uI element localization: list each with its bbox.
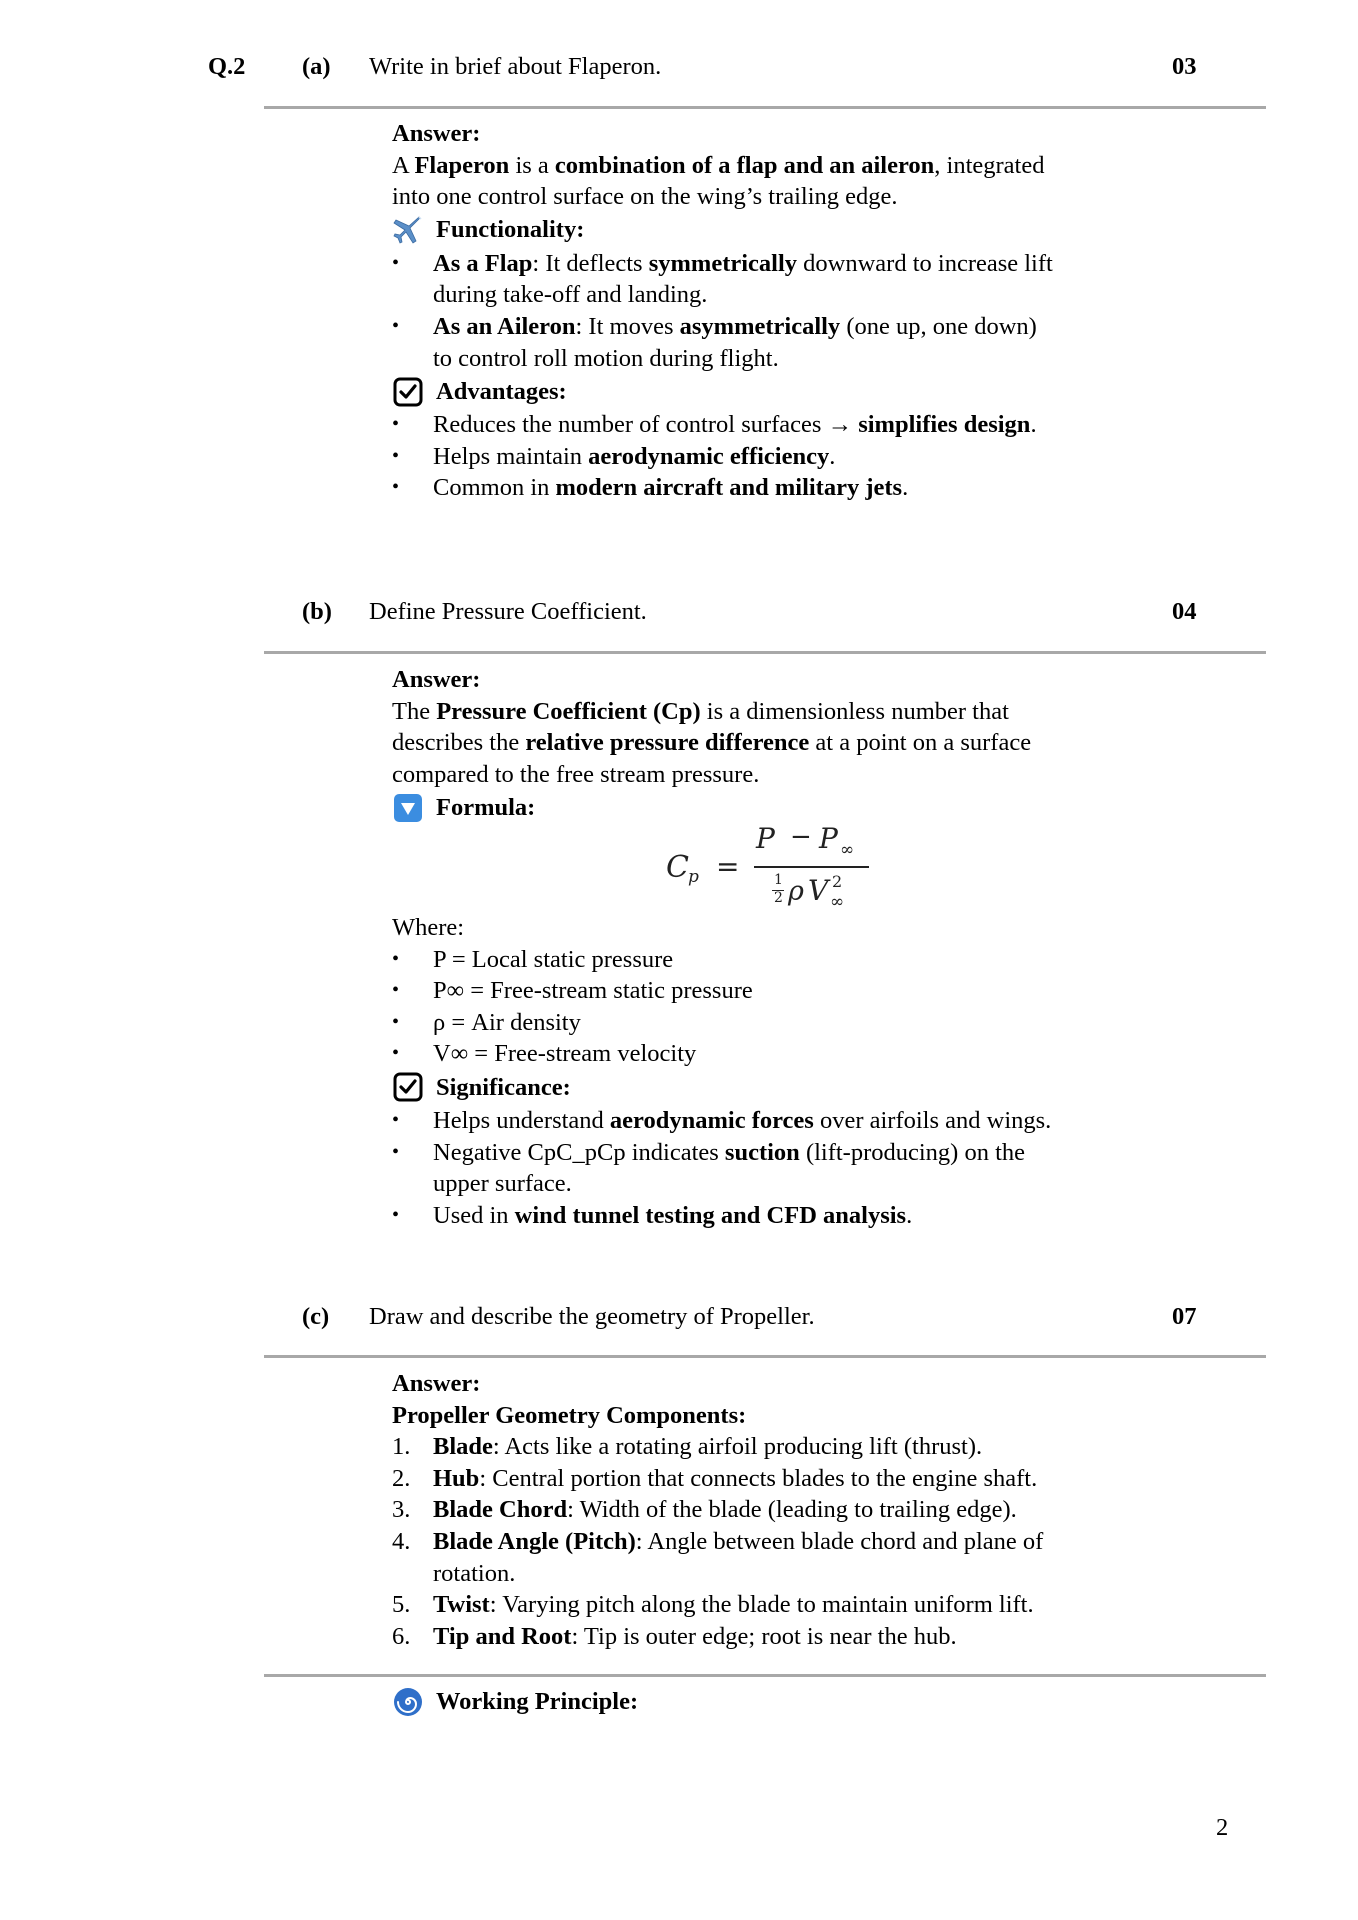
list-item (392, 1526, 1172, 1589)
part-c-answer (392, 1368, 1172, 1652)
text-line (433, 311, 1172, 343)
text: , integrated (934, 151, 1045, 179)
list-item (392, 975, 1172, 1007)
text-line (392, 696, 1172, 728)
bold-text: relative pressure difference (525, 729, 810, 757)
text: : Width of the blade (leading to trailing edge). (567, 1496, 1017, 1524)
item-number: 1. (392, 1433, 411, 1461)
formula-num-inf-sub: ∞ (840, 840, 855, 860)
bold-text: symmetrically (648, 249, 798, 277)
significance-title: Significance: (436, 1073, 571, 1101)
text: : Acts like a rotating airfoil producing lift (thrust). (492, 1433, 983, 1461)
text: : It deflects (532, 249, 649, 277)
formula-num-pinf: P (819, 822, 838, 855)
list-item (392, 1038, 1172, 1070)
list-item (392, 1589, 1172, 1621)
bold-text: Flaperon (414, 151, 510, 179)
formula-rho: ρ (788, 876, 804, 907)
text: : It moves (575, 312, 680, 340)
text-line (433, 1038, 1172, 1070)
text-line (433, 1431, 1172, 1463)
text: : Tip is outer edge; root is near the hub. (571, 1622, 957, 1650)
bold-text: Blade Angle (Pitch) (433, 1527, 636, 1555)
text: upper surface. (433, 1170, 572, 1198)
formula-num-p: P (756, 822, 775, 855)
text: rotation. (433, 1559, 516, 1587)
bold-text: Blade (433, 1433, 493, 1461)
divider (264, 1674, 1266, 1677)
list-item (392, 1200, 1172, 1232)
text-line (433, 1494, 1172, 1526)
part-b-letter: (b) (302, 598, 332, 625)
advantages-heading (392, 374, 1172, 409)
page-number: 2 (1216, 1814, 1229, 1841)
text: during take-off and landing. (433, 281, 708, 309)
formula-heading (392, 790, 1172, 825)
formula-minus: − (790, 822, 812, 852)
divider (264, 651, 1266, 654)
text-line (433, 1168, 1172, 1200)
airplane-icon (392, 214, 424, 246)
text-line (392, 727, 1172, 759)
text-line (433, 248, 1172, 280)
text-line (433, 1558, 1172, 1590)
working-principle (392, 1684, 1172, 1719)
formula-lhs-sub: p (688, 867, 699, 887)
text-line (433, 472, 1172, 504)
text: is a (509, 151, 555, 179)
components-list (392, 1431, 1172, 1652)
text: Common in (433, 474, 556, 502)
down-arrow-button-icon (392, 792, 424, 824)
text-line (433, 1526, 1172, 1558)
bold-text: simplifies design (858, 411, 1031, 439)
part-a-intro (392, 150, 1172, 213)
list-item (392, 409, 1172, 441)
list-item (392, 1105, 1172, 1137)
bold-text: modern aircraft and military jets (555, 474, 903, 502)
where-label: Where: (392, 914, 465, 941)
formula-title: Formula: (436, 794, 536, 822)
answer-label: Answer: (392, 120, 481, 147)
list-item (392, 1431, 1172, 1463)
text-line (433, 1105, 1172, 1137)
text: downward to increase lift (797, 249, 1053, 277)
text: over airfoils and wings. (813, 1106, 1052, 1134)
checkbox-icon (392, 376, 424, 408)
text-line (433, 343, 1172, 375)
text: at a point on a surface (809, 729, 1032, 757)
text-line (392, 181, 1172, 213)
part-b-answer (392, 664, 1172, 825)
item-number: 2. (392, 1464, 411, 1492)
bold-text: asymmetrically (679, 312, 841, 340)
text: Helps understand (433, 1106, 610, 1134)
pressure-coefficient-formula (664, 822, 874, 918)
bold-text: As a Flap (433, 249, 533, 277)
item-number: 4. (392, 1527, 411, 1555)
list-item (392, 944, 1172, 976)
part-c-marks: 07 (1172, 1303, 1197, 1330)
text-line (433, 279, 1172, 311)
bold-text: Blade Chord (433, 1496, 568, 1524)
formula-lhs: C (666, 850, 689, 885)
text: (one up, one down) (840, 312, 1037, 340)
list-item (392, 1463, 1172, 1495)
item-number: 5. (392, 1591, 411, 1619)
list-item (392, 311, 1172, 374)
text-line (433, 441, 1172, 473)
formula-half-den: 2 (774, 890, 783, 906)
advantages-list (392, 409, 1172, 504)
text: A (392, 151, 415, 179)
significance-heading (392, 1070, 1172, 1105)
bold-text: Twist (433, 1591, 490, 1619)
bold-text: aerodynamic efficiency (588, 442, 830, 470)
text: is a dimensionless number that (700, 697, 1009, 725)
text-line (433, 1463, 1172, 1495)
significance-list (392, 1105, 1172, 1231)
formula-equals: = (716, 850, 740, 883)
text: The (392, 697, 437, 725)
text: V∞ = Free-stream velocity (433, 1040, 697, 1068)
text-line (433, 1589, 1172, 1621)
text-line (433, 1621, 1172, 1653)
cyclone-icon (392, 1686, 424, 1718)
divider (264, 106, 1266, 109)
list-item (392, 441, 1172, 473)
bold-text: Tip and Root (433, 1622, 572, 1650)
functionality-title: Functionality: (436, 216, 585, 244)
formula-half-num: 1 (774, 872, 783, 888)
checkbox-icon (392, 1071, 424, 1103)
part-b-marks: 04 (1172, 598, 1197, 625)
bold-text: aerodynamic forces (609, 1106, 814, 1134)
list-item (392, 1137, 1172, 1200)
bold-text: Pressure Coefficient (Cp) (436, 697, 701, 725)
item-number: 3. (392, 1496, 411, 1524)
text-line (433, 1200, 1172, 1232)
bold-text: suction (724, 1138, 800, 1166)
text: describes the (392, 729, 526, 757)
answer-label: Answer: (392, 666, 481, 693)
text-line (433, 1007, 1172, 1039)
text: : Central portion that connects blades to the engine shaft. (479, 1464, 1038, 1492)
list-item (392, 1494, 1172, 1526)
text: Reduces the number of control surfaces → (433, 411, 859, 439)
text: . (902, 474, 909, 502)
text-line (433, 944, 1172, 976)
where-list (392, 944, 1172, 1070)
text: : Angle between blade chord and plane of (635, 1527, 1044, 1555)
bold-text: combination of a flap and an aileron (554, 151, 935, 179)
text: . (906, 1201, 913, 1229)
answer-label: Answer: (392, 1370, 481, 1397)
formula-v-sup: 2 (832, 872, 843, 891)
bold-text: As an Aileron (433, 312, 576, 340)
text: into one control surface on the wing’s trailing edge. (392, 183, 898, 211)
bold-text: wind tunnel testing and CFD analysis (514, 1201, 907, 1229)
part-a-answer (392, 118, 1172, 504)
text-line (433, 1137, 1172, 1169)
part-a-prompt: Write in brief about Flaperon. (369, 53, 662, 80)
divider (264, 1355, 1266, 1358)
part-b-intro (392, 696, 1172, 791)
text: ρ = Air density (433, 1008, 581, 1036)
text-line (433, 409, 1172, 441)
list-item (392, 472, 1172, 504)
text: Negative CpC_pCp indicates (433, 1138, 725, 1166)
text: . (1030, 411, 1037, 439)
part-b-prompt: Define Pressure Coefficient. (369, 598, 647, 625)
working-heading (392, 1684, 1172, 1719)
text: compared to the free stream pressure. (392, 760, 760, 788)
functionality-list (392, 248, 1172, 374)
text: : Varying pitch along the blade to maintain uniform lift. (489, 1591, 1034, 1619)
part-c-prompt: Draw and describe the geometry of Propeller. (369, 1303, 815, 1330)
item-number: 6. (392, 1622, 411, 1650)
question-number: Q.2 (208, 53, 246, 80)
text-line (392, 150, 1172, 182)
text: Helps maintain (433, 442, 589, 470)
part-b-where (392, 912, 1172, 1231)
text: (lift-producing) on the (799, 1138, 1026, 1166)
text: . (829, 442, 836, 470)
text: P = Local static pressure (433, 945, 674, 973)
formula-v-sub: ∞ (830, 892, 845, 912)
list-item (392, 248, 1172, 311)
text-line (392, 759, 1172, 791)
working-title: Working Principle: (436, 1687, 639, 1715)
components-title: Propeller Geometry Components: (392, 1401, 747, 1429)
functionality-heading (392, 213, 1172, 248)
list-item (392, 1007, 1172, 1039)
text: P∞ = Free-stream static pressure (433, 977, 753, 1005)
bold-text: Hub (433, 1464, 480, 1492)
fraction-bar (754, 866, 869, 868)
part-a-letter: (a) (302, 53, 331, 80)
formula-v: V (808, 874, 829, 907)
text-line (433, 975, 1172, 1007)
text: Used in (433, 1201, 515, 1229)
part-c-letter: (c) (302, 1303, 330, 1330)
list-item (392, 1621, 1172, 1653)
part-a-marks: 03 (1172, 53, 1197, 80)
text: to control roll motion during flight. (433, 344, 779, 372)
advantages-title: Advantages: (436, 377, 567, 405)
